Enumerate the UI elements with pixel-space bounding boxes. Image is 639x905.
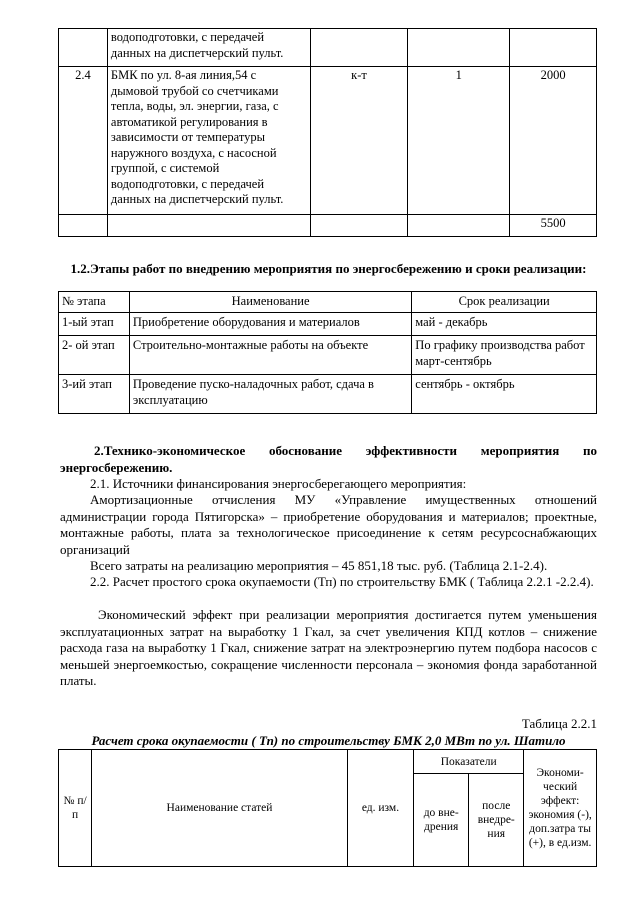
equipment-table [58, 28, 597, 237]
stage-name-cell: Строительно-монтажные работы на объекте [129, 336, 411, 375]
row-name: БМК по ул. 8-ая линия,54 с дымовой трубой со счетчиками тепла, воды, эл. энергии, газа, с автоматикой регулирования в зависимости от температуры наружного воздуха, с насосной группой, с системой водоподготовки, с передачей данных на диспетчерский пульт. [107, 67, 310, 215]
stages-table [58, 291, 597, 414]
header-name: Наименование статей [92, 750, 347, 867]
paragraph: 2.2. Расчет простого срока окупаемости (Тп) по строительству БМК ( Таблица 2.2.1 -2.2.4). [90, 574, 594, 589]
payback-table [58, 749, 597, 867]
header-name: Наименование [129, 292, 411, 313]
table-row [59, 67, 597, 215]
paragraph: Всего затраты на реализацию мероприятия – 45 851,18 тыс. руб. (Таблица 2.1-2.4). [90, 558, 548, 573]
table-header-row [59, 292, 597, 313]
paragraph: Амортизационные отчисления МУ «Управление имущественных отношений администрации города Пятигорска» – приобретение оборудования и материалов; проектные, монтажные работы, плата за технологическое присоединение к сетям ресурсоснабжающих организаций [60, 492, 597, 557]
total-amount: 5500 [510, 215, 597, 237]
table-title: Расчет срока окупаемости ( Тп) по строительству БМК 2,0 МВт по ул. Шатило [91, 733, 566, 748]
table-row [59, 375, 597, 414]
header-indicators: Показатели [414, 750, 524, 774]
paragraph: Экономический эффект при реализации мероприятия достигается путем уменьшения эксплуатационных затрат на выработку 1 Гкал, за счет увеличения КПД котлов – снижение расхода газа на выработку 1 Гкал, снижение затрат на электроэнергию путем подбора насосов с меньшей энергоемкостью, сокращение численности персонала – экономия фонда заработанной платы. [60, 607, 597, 688]
header-after: после внедре-ния [469, 774, 524, 867]
stage-name-cell: Проведение пуско-наладочных работ, сдача в эксплуатацию [129, 375, 411, 414]
header-before: до вне-дрения [414, 774, 469, 867]
table-label: Таблица 2.2.1 [521, 716, 597, 731]
stage-term-cell: май - декабрь [412, 313, 597, 336]
table-row [59, 313, 597, 336]
header-num: № п/п [59, 750, 92, 867]
stage-term-cell: сентябрь - октябрь [412, 375, 597, 414]
section-heading-1-2: 1.2.Этапы работ по внедрению мероприятия по энергосбережению и сроки реализации: [70, 261, 587, 276]
header-stage: № этапа [59, 292, 130, 313]
row-unit: к-т [310, 67, 408, 215]
stage-term-cell: По графику производства работ март-сентябрь [412, 336, 597, 375]
row-name: водоподготовки, с передачей данных на диспетчерский пульт. [107, 29, 310, 67]
stage-cell: 2- ой этап [59, 336, 130, 375]
table-row-total [59, 215, 597, 237]
stage-name-cell: Приобретение оборудования и материалов [129, 313, 411, 336]
table-row [59, 336, 597, 375]
section-heading-2: 2.Технико-экономическое обоснование эффективности мероприятия по энергосбережению. [60, 443, 597, 475]
header-term: Срок реализации [412, 292, 597, 313]
header-unit: ед. изм. [347, 750, 413, 867]
row-num [59, 29, 108, 67]
row-num: 2.4 [59, 67, 108, 215]
stage-cell: 3-ий этап [59, 375, 130, 414]
stage-cell: 1-ый этап [59, 313, 130, 336]
row-amount: 2000 [510, 67, 597, 215]
row-qty: 1 [408, 67, 510, 215]
paragraph: 2.1. Источники финансирования энергосберегающего мероприятия: [90, 476, 467, 491]
table-row [59, 29, 597, 67]
header-effect: Экономи-ческий эффект: экономия (-), доп.затра ты (+), в ед.изм. [524, 750, 597, 867]
